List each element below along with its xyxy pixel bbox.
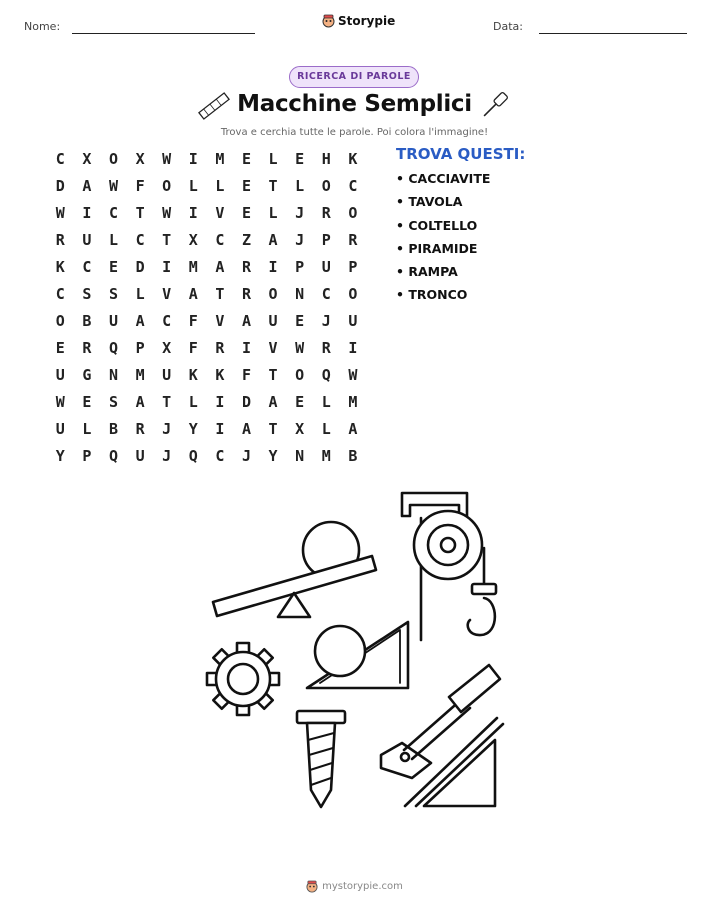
grid-letter[interactable]: O: [162, 177, 172, 195]
grid-letter[interactable]: U: [55, 366, 65, 384]
find-list-title: TROVA QUESTI:: [396, 145, 526, 163]
grid-letter[interactable]: W: [162, 150, 172, 168]
grid-letter[interactable]: E: [55, 339, 65, 357]
grid-letter[interactable]: R: [321, 339, 331, 357]
grid-letter[interactable]: X: [135, 150, 145, 168]
grid-letter[interactable]: M: [321, 447, 331, 465]
grid-letter[interactable]: V: [268, 339, 278, 357]
grid-letter[interactable]: T: [215, 285, 225, 303]
grid-letter[interactable]: B: [348, 447, 358, 465]
grid-letter[interactable]: T: [268, 366, 278, 384]
grid-letter[interactable]: U: [268, 312, 278, 330]
grid-letter[interactable]: I: [241, 339, 251, 357]
grid-letter[interactable]: R: [215, 339, 225, 357]
grid-letter[interactable]: E: [241, 204, 251, 222]
grid-letter[interactable]: N: [108, 366, 118, 384]
grid-letter[interactable]: Y: [268, 447, 278, 465]
grid-letter[interactable]: C: [82, 258, 92, 276]
grid-letter[interactable]: L: [188, 393, 198, 411]
grid-letter[interactable]: X: [188, 231, 198, 249]
grid-letter[interactable]: R: [135, 420, 145, 438]
grid-letter[interactable]: W: [55, 393, 65, 411]
grid-letter[interactable]: Z: [241, 231, 251, 249]
grid-letter[interactable]: P: [82, 447, 92, 465]
instructions: Trova e cerchia tutte le parole. Poi colora l'immagine!: [220, 127, 489, 138]
grid-letter[interactable]: P: [135, 339, 145, 357]
grid-letter[interactable]: C: [162, 312, 172, 330]
grid-letter[interactable]: L: [135, 285, 145, 303]
grid-letter[interactable]: Q: [108, 447, 118, 465]
grid-letter[interactable]: A: [268, 393, 278, 411]
grid-letter[interactable]: E: [241, 150, 251, 168]
footer-url[interactable]: mystorypie.com: [322, 881, 403, 892]
grid-letter[interactable]: X: [82, 150, 92, 168]
grid-letter[interactable]: K: [215, 366, 225, 384]
grid-letter[interactable]: R: [241, 258, 251, 276]
grid-letter[interactable]: O: [348, 204, 358, 222]
grid-letter[interactable]: T: [268, 177, 278, 195]
grid-letter[interactable]: I: [215, 420, 225, 438]
grid-letter[interactable]: L: [321, 420, 331, 438]
grid-letter[interactable]: L: [188, 177, 198, 195]
gear-icon: [192, 628, 294, 730]
grid-letter[interactable]: U: [348, 312, 358, 330]
grid-letter[interactable]: W: [108, 177, 118, 195]
grid-letter[interactable]: Q: [188, 447, 198, 465]
word-item: • COLTELLO: [396, 217, 478, 233]
grid-letter[interactable]: D: [241, 393, 251, 411]
screw-icon: [297, 711, 345, 807]
page-title: Macchine Semplici: [237, 91, 472, 117]
grid-letter[interactable]: V: [162, 285, 172, 303]
grid-letter[interactable]: R: [241, 285, 251, 303]
seesaw-lever-icon: [213, 522, 376, 617]
grid-letter[interactable]: C: [215, 447, 225, 465]
grid-letter[interactable]: C: [348, 177, 358, 195]
grid-letter[interactable]: A: [215, 258, 225, 276]
grid-letter[interactable]: A: [188, 285, 198, 303]
grid-letter[interactable]: C: [135, 231, 145, 249]
grid-letter[interactable]: L: [215, 177, 225, 195]
grid-letter[interactable]: I: [188, 204, 198, 222]
grid-letter[interactable]: C: [215, 231, 225, 249]
grid-letter[interactable]: G: [82, 366, 92, 384]
grid-letter[interactable]: L: [295, 177, 305, 195]
grid-letter[interactable]: F: [241, 366, 251, 384]
date-label: Data:: [493, 20, 523, 33]
grid-letter[interactable]: S: [108, 393, 118, 411]
grid-letter[interactable]: K: [348, 150, 358, 168]
grid-letter[interactable]: Q: [108, 339, 118, 357]
word-item: • CACCIAVITE: [396, 171, 491, 186]
word-item: • TRONCO: [396, 287, 468, 303]
grid-letter[interactable]: T: [268, 420, 278, 438]
grid-letter[interactable]: I: [268, 258, 278, 276]
grid-letter[interactable]: C: [55, 150, 65, 168]
grid-letter[interactable]: K: [55, 258, 65, 276]
grid-letter[interactable]: I: [82, 204, 92, 222]
grid-letter[interactable]: C: [55, 285, 65, 303]
grid-letter[interactable]: U: [321, 258, 331, 276]
grid-letter[interactable]: B: [108, 420, 118, 438]
grid-letter[interactable]: J: [162, 447, 172, 465]
footer: [0, 880, 709, 893]
grid-letter[interactable]: R: [55, 231, 65, 249]
word-item: • RAMPA: [396, 264, 458, 280]
grid-letter[interactable]: Y: [55, 447, 65, 465]
grid-letter[interactable]: U: [55, 420, 65, 438]
grid-letter[interactable]: J: [162, 420, 172, 438]
grid-letter[interactable]: M: [135, 366, 145, 384]
grid-letter[interactable]: Y: [188, 420, 198, 438]
grid-letter[interactable]: O: [295, 366, 305, 384]
grid-letter[interactable]: A: [135, 393, 145, 411]
grid-letter[interactable]: E: [82, 393, 92, 411]
grid-letter[interactable]: K: [188, 366, 198, 384]
grid-letter[interactable]: L: [82, 420, 92, 438]
grid-letter[interactable]: T: [162, 231, 172, 249]
grid-letter[interactable]: J: [241, 447, 251, 465]
grid-letter[interactable]: E: [241, 177, 251, 195]
grid-letter[interactable]: J: [321, 312, 331, 330]
grid-letter[interactable]: W: [162, 204, 172, 222]
grid-letter[interactable]: D: [135, 258, 145, 276]
grid-letter[interactable]: E: [295, 312, 305, 330]
grid-letter[interactable]: L: [268, 150, 278, 168]
grid-letter[interactable]: L: [321, 393, 331, 411]
grid-letter[interactable]: P: [321, 231, 331, 249]
grid-letter[interactable]: N: [295, 447, 305, 465]
grid-letter[interactable]: I: [348, 339, 358, 357]
grid-letter[interactable]: M: [188, 258, 198, 276]
grid-letter[interactable]: F: [188, 339, 198, 357]
grid-letter[interactable]: A: [268, 231, 278, 249]
name-label: Nome:: [24, 20, 61, 33]
grid-letter[interactable]: R: [348, 231, 358, 249]
grid-letter[interactable]: O: [55, 312, 65, 330]
grid-letter[interactable]: D: [55, 177, 65, 195]
grid-letter[interactable]: H: [321, 150, 331, 168]
word-item: • TAVOLA: [396, 194, 463, 210]
grid-letter[interactable]: J: [295, 204, 305, 222]
grid-letter[interactable]: V: [215, 204, 225, 222]
pulley-icon: [402, 493, 496, 640]
grid-letter[interactable]: T: [135, 204, 145, 222]
grid-letter[interactable]: U: [82, 231, 92, 249]
grid-letter[interactable]: E: [295, 393, 305, 411]
brand-name: Storypie: [338, 14, 396, 28]
grid-letter[interactable]: L: [108, 231, 118, 249]
ramp-with-ball-icon: [307, 622, 408, 688]
grid-letter[interactable]: Q: [321, 366, 331, 384]
grid-letter[interactable]: F: [188, 312, 198, 330]
grid-letter[interactable]: O: [321, 177, 331, 195]
grid-letter[interactable]: M: [215, 150, 225, 168]
grid-letter[interactable]: R: [321, 204, 331, 222]
grid-letter[interactable]: A: [348, 420, 358, 438]
grid-letter[interactable]: L: [268, 204, 278, 222]
grid-letter[interactable]: N: [295, 285, 305, 303]
grid-letter[interactable]: S: [108, 285, 118, 303]
grid-letter[interactable]: C: [321, 285, 331, 303]
grid-letter[interactable]: O: [108, 150, 118, 168]
grid-letter[interactable]: O: [348, 285, 358, 303]
grid-letter[interactable]: A: [241, 312, 251, 330]
grid-letter[interactable]: M: [348, 393, 358, 411]
grid-letter[interactable]: I: [215, 393, 225, 411]
grid-letter[interactable]: W: [55, 204, 65, 222]
grid-letter[interactable]: I: [162, 258, 172, 276]
grid-letter[interactable]: X: [295, 420, 305, 438]
grid-letter[interactable]: E: [108, 258, 118, 276]
grid-letter[interactable]: T: [162, 393, 172, 411]
grid-letter[interactable]: F: [135, 177, 145, 195]
badge-word-search: RICERCA DI PAROLE: [289, 66, 419, 88]
grid-letter[interactable]: A: [82, 177, 92, 195]
grid-letter[interactable]: R: [82, 339, 92, 357]
grid-letter[interactable]: C: [108, 204, 118, 222]
grid-letter[interactable]: U: [162, 366, 172, 384]
storypie-mascot-icon: [306, 880, 318, 893]
grid-letter[interactable]: P: [295, 258, 305, 276]
grid-letter[interactable]: P: [348, 258, 358, 276]
grid-letter[interactable]: E: [295, 150, 305, 168]
grid-letter[interactable]: X: [162, 339, 172, 357]
grid-letter[interactable]: O: [268, 285, 278, 303]
grid-letter[interactable]: S: [82, 285, 92, 303]
grid-letter[interactable]: A: [241, 420, 251, 438]
grid-letter[interactable]: U: [108, 312, 118, 330]
grid-letter[interactable]: U: [135, 447, 145, 465]
grid-letter[interactable]: I: [188, 150, 198, 168]
word-item: • PIRAMIDE: [396, 240, 478, 256]
grid-letter[interactable]: B: [82, 312, 92, 330]
grid-letter[interactable]: W: [348, 366, 358, 384]
grid-letter[interactable]: W: [295, 339, 305, 357]
grid-letter[interactable]: J: [295, 231, 305, 249]
grid-letter[interactable]: V: [215, 312, 225, 330]
grid-letter[interactable]: A: [135, 312, 145, 330]
